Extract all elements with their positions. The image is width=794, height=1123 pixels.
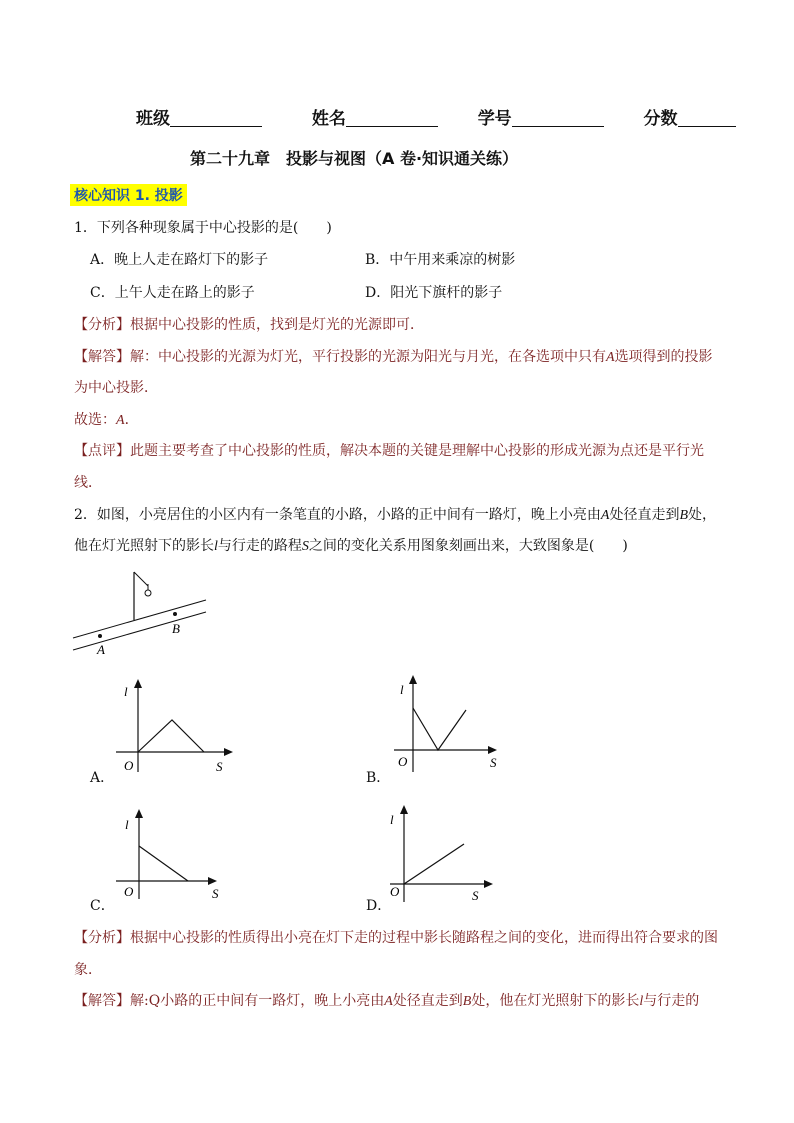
graph-c <box>112 806 228 902</box>
label-b: B <box>172 621 180 636</box>
class-field[interactable] <box>170 108 262 127</box>
axis-s-label: S <box>212 886 219 901</box>
q1-analysis <box>74 315 424 335</box>
lamp-icon <box>145 590 151 596</box>
solution-tag: 【解答】 <box>74 993 130 1009</box>
solution-text: 处，他在灯光照射下的影长 <box>471 993 640 1009</box>
origin-label: O <box>390 884 400 899</box>
q2-option-d: D． <box>366 898 392 914</box>
q2-solution-line1 <box>74 991 699 1012</box>
comment-tag: 【点评】 <box>74 443 130 459</box>
var-a: A <box>600 508 610 523</box>
q1-comment-line2: 线． <box>74 475 102 491</box>
q2-text: 之间的变化关系用图象刻画出来，大致图象是( ) <box>308 538 628 554</box>
q1-solution-line2: 为中心投影． <box>74 380 158 396</box>
name-field[interactable] <box>346 108 438 127</box>
answer-value: A <box>116 413 125 428</box>
solution-text: 解：中心投影的光源为灯光，平行投影的光源为阳光与月光，在各选项中只有 <box>130 349 606 365</box>
score-field[interactable] <box>678 108 736 127</box>
analysis-tag: 【分析】 <box>74 317 130 333</box>
axis-l-label: l <box>400 682 404 697</box>
solution-text: 选项得到的投影 <box>614 349 713 365</box>
q1-option-b: B．中午用来乘凉的树影 <box>365 252 516 268</box>
section-heading: 核心知识 1. 投影 <box>70 184 187 206</box>
q2-text: 处， <box>688 507 717 523</box>
axis-l-label: l <box>124 684 128 699</box>
q2-text: 他在灯光照射下的影长 <box>74 538 214 554</box>
q2-analysis-line1 <box>74 928 718 948</box>
solution-text: 与行走的 <box>643 993 700 1009</box>
q2-stem-line1 <box>74 505 716 526</box>
solution-text: 处径直走到 <box>392 993 463 1009</box>
answer-label: 故选： <box>74 412 116 428</box>
because-symbol: Q <box>148 993 161 1009</box>
solution-text: 小路的正中间有一路灯，晚上小亮由 <box>160 993 385 1009</box>
q1-solution-line1 <box>74 347 713 368</box>
axis-s-label: S <box>216 759 223 774</box>
q1-option-c: C．上午人走在路上的影子 <box>90 285 255 301</box>
analysis-text: 根据中心投影的性质，找到是灯光的光源即可． <box>130 317 424 333</box>
q2-analysis-line2: 象． <box>74 962 102 978</box>
origin-label: O <box>398 754 408 769</box>
q1-option-d: D．阳光下旗杆的影子 <box>365 285 503 301</box>
axis-l-label: l <box>125 817 129 832</box>
answer-end: ． <box>124 412 139 428</box>
q2-option-b: B． <box>366 770 391 786</box>
q1-stem: 1．下列各种现象属于中心投影的是( ) <box>74 220 332 236</box>
analysis-tag: 【分析】 <box>74 930 130 946</box>
analysis-text: 根据中心投影的性质得出小亮在灯下走的过程中影长随路程之间的变化，进而得出符合要求的图 <box>130 930 718 946</box>
student-info-header <box>136 104 736 129</box>
solution-text: 解: <box>130 993 149 1009</box>
solution-tag: 【解答】 <box>74 349 130 365</box>
score-label: 分数 <box>643 109 678 129</box>
q2-option-c: C． <box>90 898 115 914</box>
q2-text: 处径直走到 <box>609 507 680 523</box>
var-a: A <box>384 994 393 1009</box>
var-b: B <box>679 508 689 523</box>
q2-text: 2．如图，小亮居住的小区内有一条笔直的小路，小路的正中间有一路灯，晚上小亮由 <box>74 507 601 523</box>
var-a: A <box>606 350 615 365</box>
student-id-label: 学号 <box>477 109 512 129</box>
point-a <box>98 634 102 638</box>
point-b <box>173 612 177 616</box>
q1-comment-line1 <box>74 441 704 461</box>
chapter-title: 第二十九章 投影与视图（A 卷·知识通关练） <box>190 149 519 168</box>
axis-s-label: S <box>472 888 479 903</box>
q2-option-a: A． <box>90 770 115 786</box>
q2-text: 与行走的路程 <box>217 538 302 554</box>
graph-b <box>390 672 506 776</box>
axis-s-label: S <box>490 755 497 770</box>
graph-a <box>112 676 238 776</box>
origin-label: O <box>124 884 134 899</box>
name-label: 姓名 <box>311 109 346 129</box>
road-lamp-figure <box>68 566 218 662</box>
q1-option-a: A．晚上人走在路灯下的影子 <box>90 252 269 268</box>
var-l: l <box>214 539 218 554</box>
graph-d <box>386 802 502 906</box>
var-s: S <box>301 539 309 554</box>
origin-label: O <box>124 758 134 773</box>
label-a: A <box>97 642 105 657</box>
q2-stem-line2 <box>74 536 628 557</box>
q1-answer <box>74 410 139 431</box>
var-b: B <box>462 994 472 1009</box>
class-label: 班级 <box>136 109 170 129</box>
student-id-field[interactable] <box>512 108 604 127</box>
comment-text: 此题主要考查了中心投影的性质，解决本题的关键是理解中心投影的形成光源为点还是平行光 <box>130 443 704 459</box>
var-l: l <box>639 994 644 1009</box>
axis-l-label: l <box>390 812 394 827</box>
